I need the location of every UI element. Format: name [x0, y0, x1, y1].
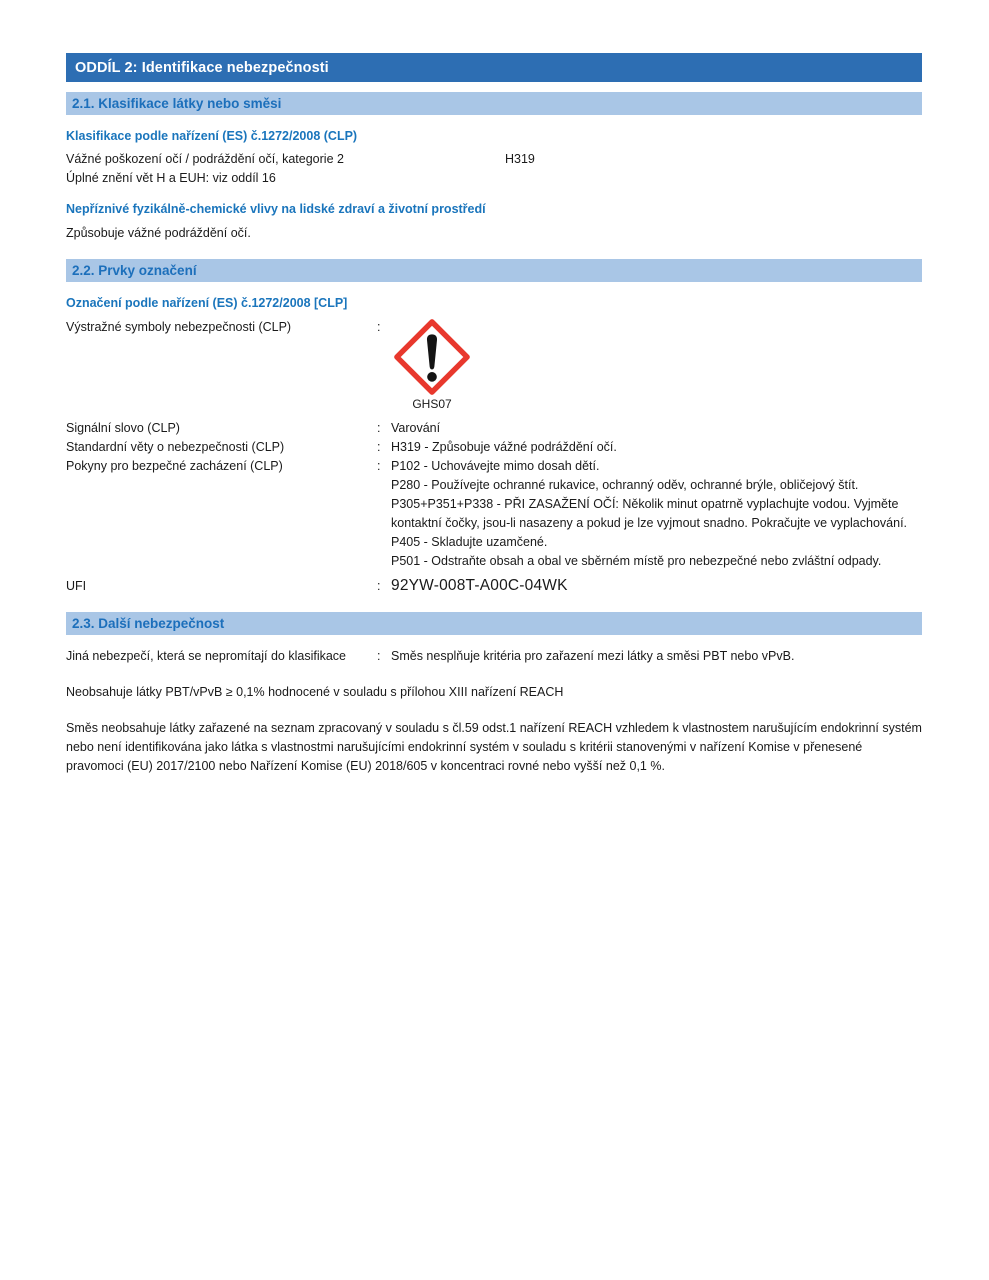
precautionary-statements-row	[66, 457, 922, 571]
other-hazards-label: Jiná nebezpečí, která se nepromítají do klasifikace	[66, 649, 347, 663]
subsection-2-3-bar	[66, 612, 922, 635]
colon-separator: :	[377, 440, 381, 454]
classification-heading: Klasifikace podle nařízení (ES) č.1272/2008 (CLP)	[66, 129, 358, 143]
hazard-pictograms-row	[66, 318, 922, 413]
colon-separator: :	[377, 459, 381, 473]
precautionary-statements-list	[391, 457, 922, 571]
other-hazards-value: Směs nesplňuje kritéria pro zařazení mezi látky a směsi PBT nebo vPvB.	[391, 649, 795, 663]
hazard-statements-row	[66, 438, 922, 457]
hazard-statements-label: Standardní věty o nebezpečnosti (CLP)	[66, 440, 285, 454]
ghs07-code-label: GHS07	[412, 397, 452, 411]
p-statement: P305+P351+P338 - PŘI ZASAŽENÍ OČÍ: Několik minut opatrně vyplachujte vodou. Vyjměte kontaktní čočky, jsou-li nasazeny a pokud je lze vyjmout snadno. Pokračujte ve vyplachování.	[391, 497, 908, 530]
p-statement: P501 - Odstraňte obsah a obal ve sběrném místě pro nebezpečné nebo zvláštní odpady.	[391, 554, 882, 568]
adverse-effects-heading: Nepříznivé fyzikálně-chemické vlivy na lidské zdraví a životní prostředí	[66, 202, 486, 216]
adverse-effects-text: Způsobuje vážné podráždění očí.	[66, 226, 251, 240]
ghs07-exclamation-icon	[393, 318, 471, 396]
labelling-heading: Označení podle nařízení (ES) č.1272/2008 [CLP]	[66, 296, 348, 310]
p-statement: P405 - Skladujte uzamčené.	[391, 535, 548, 549]
hazard-statements-value: H319 - Způsobuje vážné podráždění očí.	[391, 440, 617, 454]
colon-separator: :	[377, 578, 381, 593]
classification-h-code: H319	[505, 152, 535, 166]
other-hazards-row	[66, 647, 922, 666]
pbt-note: Neobsahuje látky PBT/vPvB ≥ 0,1% hodnocené v souladu s přílohou XIII nařízení REACH	[66, 685, 564, 699]
colon-separator: :	[377, 320, 381, 334]
subsection-2-3-title: 2.3. Další nebezpečnost	[72, 616, 225, 631]
hazard-pictograms-label: Výstražné symboly nebezpečnosti (CLP)	[66, 320, 292, 334]
section-2-header	[66, 53, 922, 82]
subsection-2-2-bar	[66, 259, 922, 282]
signal-word-label: Signální slovo (CLP)	[66, 421, 180, 435]
classification-row	[66, 150, 922, 169]
full-wording-note: Úplné znění vět H a EUH: viz oddíl 16	[66, 171, 276, 185]
classification-category: Vážné poškození očí / podráždění očí, kategorie 2	[66, 152, 344, 166]
ufi-row	[66, 575, 922, 597]
endocrine-disruptor-note: Směs neobsahuje látky zařazené na seznam zpracovaný v souladu s čl.59 odst.1 nařízení REACH vzhledem k vlastnostem narušujícím endokrinní systém nebo není identifikována jako látka s vlastnostmi narušujícími endokrinní systém v souladu s kritérii stanovenými v nařízení Komise v přenesené pravomoci (EU) 2017/2100 nebo Nařízení Komise (EU) 2018/605 v koncentraci rovné nebo vyšší než 0,1 %.	[66, 721, 922, 773]
ufi-label: UFI	[66, 578, 87, 593]
signal-word-row	[66, 419, 922, 438]
subsection-2-2-title: 2.2. Prvky označení	[72, 263, 197, 278]
subsection-2-1-title: 2.1. Klasifikace látky nebo směsi	[72, 96, 282, 111]
p-statement: P280 - Používejte ochranné rukavice, ochranný oděv, ochranné brýle, obličejový štít.	[391, 478, 859, 492]
ghs07-pictogram	[393, 318, 471, 413]
colon-separator: :	[377, 649, 381, 663]
colon-separator: :	[377, 421, 381, 435]
p-statement: P102 - Uchovávejte mimo dosah dětí.	[391, 459, 600, 473]
section-2-title: ODDÍL 2: Identifikace nebezpečnosti	[75, 59, 329, 76]
ufi-code-value: 92YW-008T-A00C-04WK	[391, 577, 568, 594]
precautionary-statements-label: Pokyny pro bezpečné zacházení (CLP)	[66, 459, 283, 473]
subsection-2-1-bar	[66, 92, 922, 115]
signal-word-value: Varování	[391, 421, 441, 435]
